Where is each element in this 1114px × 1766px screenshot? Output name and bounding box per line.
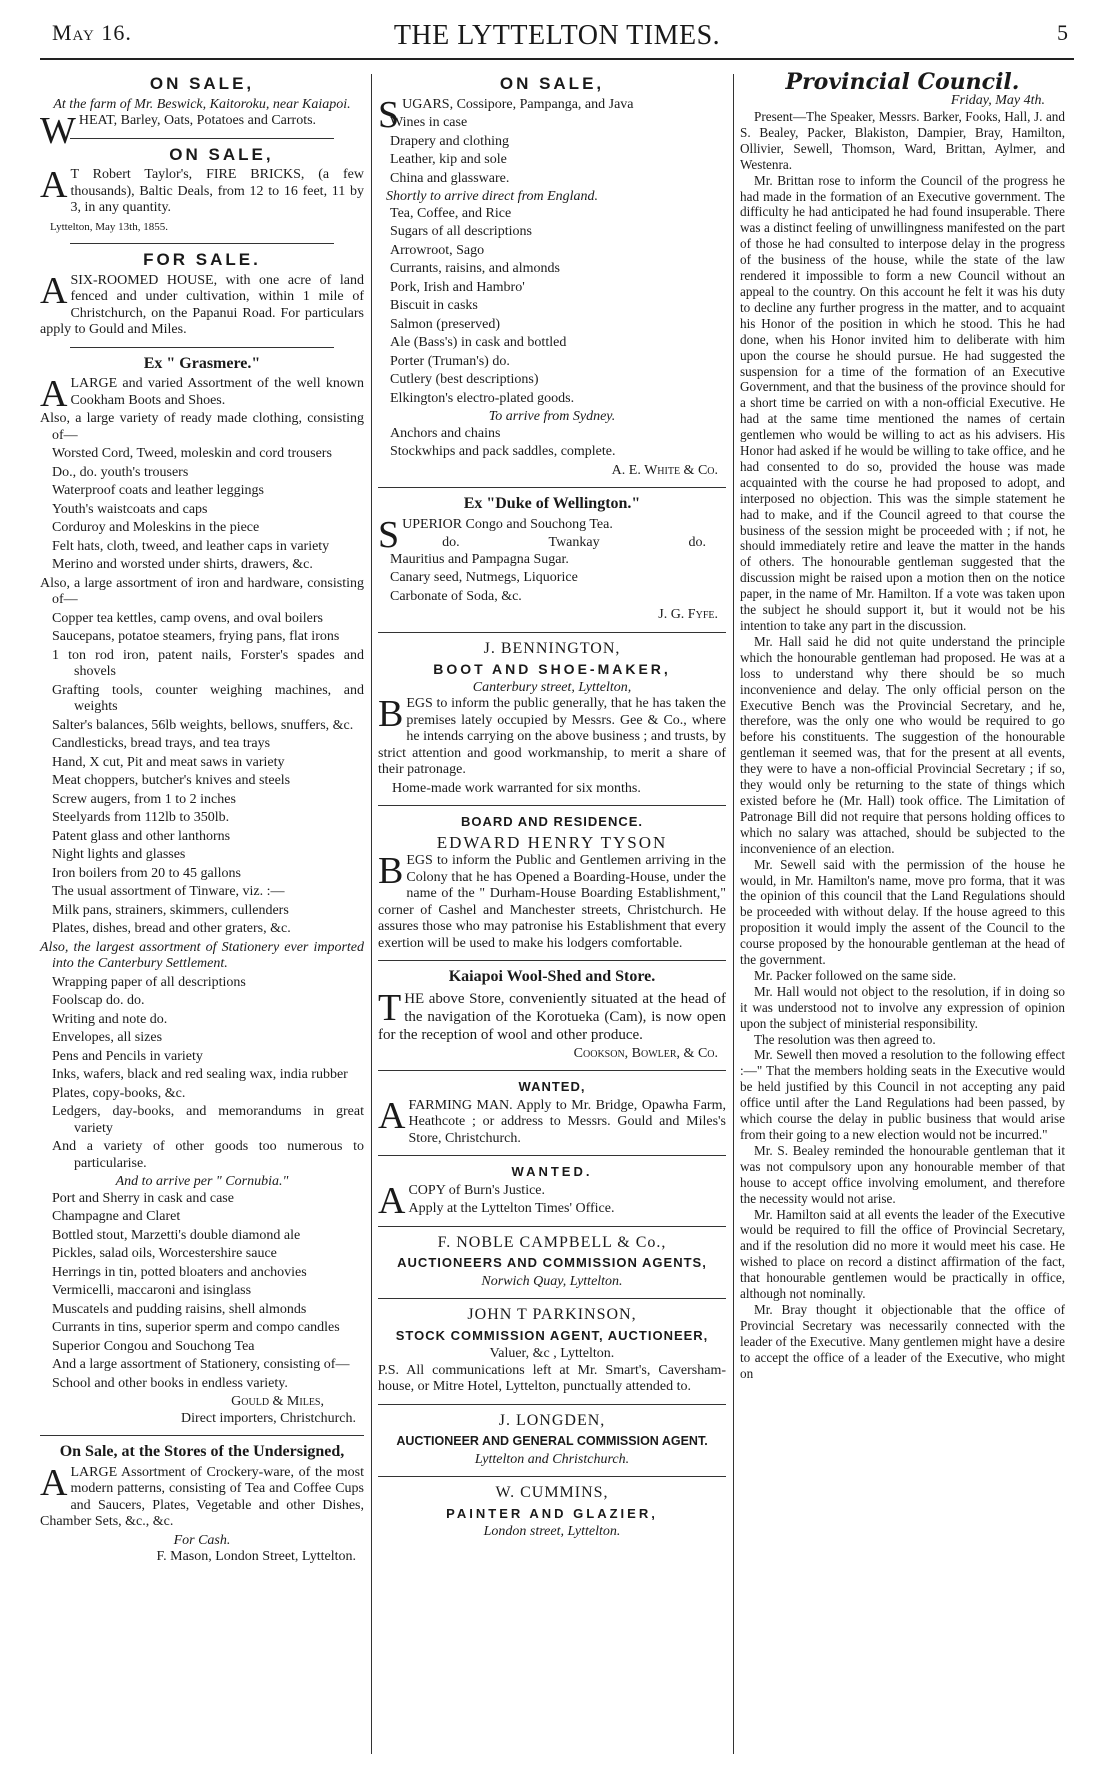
newspaper-title: THE LYTTELTON TIMES. xyxy=(393,20,721,51)
ad-body: BEGS to inform the public generally, that he has taken the premises lately occupied by Messrs. Gee & Co., where he intends carrying on the above business ; and trusts, by strict attention and good workmanship, to merit a share of their patronage. xyxy=(378,693,726,777)
article-paragraph: Mr. Hall said he did not quite understand the principle which the honourable gentleman had proposed. He was at a loss to understand why there should be so much inconvenience and delay. The only official person on the Executive Bench was the Provincial Secretary, and he, therefore, was the only one who would be required to go before his constituents. The suggestion of the honourable gentleman it seemed was, that for the present at all events, they were to have a non-official Provincial Secretary ; if so, they would only be returning to the state of things which existed before he (Mr. Hall) took office. The Limitation of Patronage Bill did not require that persons holding offices to which no salary was attached, should be subjected to the inconvenience of an election. xyxy=(740,633,1065,856)
ad-footer: Lyttelton, May 13th, 1855. xyxy=(50,220,168,233)
ad-line: ACOPY of Burn's Justice. xyxy=(378,1179,546,1222)
ad-also: Also, a large variety of ready made clothing, consisting of— xyxy=(40,411,364,443)
ad-on-sale-fire-bricks xyxy=(40,144,364,236)
ad-signature: A. E. White & Co. xyxy=(611,462,718,478)
list-item: Night lights and glasses xyxy=(52,847,186,862)
list-item: Foolscap do. do. xyxy=(52,993,145,1008)
ad-heading: ON SALE, xyxy=(169,144,274,164)
list-item: Currants, raisins, and almonds xyxy=(390,261,560,276)
list-item: Currants in tins, superior sperm and compo candles xyxy=(52,1320,340,1335)
ad-intro: SUGARS, Cossipore, Pampanga, and Java xyxy=(378,93,634,136)
ad-board-residence xyxy=(378,814,726,952)
separator xyxy=(378,1404,726,1405)
ad-body: THE above Store, conveniently situated at the head of the navigation of the Korotueka (Cam), is now open for the reception of wool and other produce. xyxy=(378,986,726,1043)
list-item: Milk pans, strainers, skimmers, cullenders xyxy=(52,902,289,918)
ad-trade: AUCTIONEERS AND COMMISSION AGENTS, xyxy=(397,1255,707,1270)
list-item: Wines in case xyxy=(390,115,468,130)
ad-signature: F. Mason, London Street, Lyttelton. xyxy=(156,1549,356,1564)
list-sydney-goods xyxy=(378,426,726,461)
list-item: Superior Congou and Souchong Tea xyxy=(52,1338,255,1354)
article-paragraph: Mr. Bray thought it objectionable that the office of Provincial Secretary was necessarily connected with the leader of the Executive. Many gentlemen might have a desire to accept the office of a leader of the Executive, who might on xyxy=(740,1301,1065,1381)
list-item: Waterproof coats and leather leggings xyxy=(52,483,264,498)
list-item: Copper tea kettles, camp ovens, and oval boilers xyxy=(52,610,323,626)
ad-name: J. BENNINGTON, xyxy=(483,639,621,657)
separator xyxy=(378,487,726,488)
ad-heading: WANTED, xyxy=(518,1079,586,1094)
list-item: Elkington's electro-plated goods. xyxy=(390,390,575,406)
list-item: Grafting tools, counter weighing machines, and weights xyxy=(52,682,364,714)
ad-footer: Home-made work warranted for six months. xyxy=(392,780,641,796)
article-body xyxy=(740,109,1065,1382)
list-item: And a variety of other goods too numerous to particularise. xyxy=(52,1139,364,1171)
masthead xyxy=(0,0,1114,56)
ad-address: Canterbury street, Lyttelton, xyxy=(472,679,632,695)
ad-name: JOHN T PARKINSON, xyxy=(467,1306,637,1323)
list-stationery xyxy=(40,975,364,1173)
separator xyxy=(378,805,726,806)
ad-cummins xyxy=(378,1485,726,1541)
list-item: Inks, wafers, black and red sealing wax, india rubber xyxy=(52,1067,348,1082)
ad-name: EDWARD HENRY TYSON xyxy=(436,832,668,852)
list-item: Patent glass and other lanthorns xyxy=(52,828,231,844)
ad-name: W. CUMMINS, xyxy=(495,1484,609,1501)
article-paragraph: Mr. Brittan rose to inform the Council of the progress he had made in the formation of an Executive government. The difficulty he had anticipated he had found insuperable. There was a distinct feeling of unwillingness manifested on the part of those he had consulted to interpose delay in the progress of the business of the house, while the state of the law rendered it impossible to form a new Council without an appeal to the country. On this account he felt it was his duty to decline any further progress in the matter, and to acquaint his Honor of the position in which he stood. This he had done, when his Honor invited him to deliberate with him upon the course he should pursue. He had suggested the suspension for a time of the formation of an Executive Government, and that the business of the province should for a short time be carried on with a non-official Executive. He had at the same time mentioned the names of certain gentlemen who would be willing to act as his advisers. His Honor had asked if he would be willing to take office, and he had consented to do so, provided the house was made acquainted with the course he had proposed to adopt, and interposed no objection. This was the simple statement he had to make, and if the Council agreed to that course the business of the session might be proceeded with ; if not, he should immediately retire and leave the matter in the hands of others. The honourable gentleman suggested that the discussion might be raised upon a motion then on the notice paper, in the name of Mr. Hamilton. If a vote was taken upon the subject he should support it, but it would not be his intention to take any part in the discussion. xyxy=(740,172,1065,633)
list-item: Cutlery (best descriptions) xyxy=(390,372,539,387)
list-item: Carbonate of Soda, &c. xyxy=(390,588,522,604)
ad-terms: For Cash. xyxy=(173,1532,231,1548)
article-paragraph: Mr. Hall would not object to the resolution, if in doing so it was understood not to involve any expression of opinion upon the subject of ministerial responsibility. xyxy=(740,983,1065,1031)
masthead-rule xyxy=(40,58,1074,60)
ad-heading: BOARD AND RESIDENCE. xyxy=(460,814,644,829)
list-clothing xyxy=(40,446,364,574)
ad-longden xyxy=(378,1413,726,1469)
list-item: Iron boilers from 20 to 45 gallons xyxy=(52,865,241,881)
ad-for-sale-house xyxy=(40,252,364,339)
ad-heading: FOR SALE. xyxy=(143,250,261,269)
ad-address: Lyttelton and Christchurch. xyxy=(474,1451,630,1467)
separator xyxy=(40,1435,364,1436)
list-item: Bottled stout, Marzetti's double diamond ale xyxy=(52,1227,301,1243)
ad-signature-line: Direct importers, Christchurch. xyxy=(181,1410,356,1426)
ditto: do. xyxy=(688,535,706,550)
list-item: Herrings in tin, potted bloaters and anchovies xyxy=(52,1264,307,1280)
ad-crockery xyxy=(40,1444,364,1566)
ad-parkinson xyxy=(378,1307,726,1396)
column-2 xyxy=(378,74,726,1541)
list-item: Drapery and clothing xyxy=(390,133,509,149)
list-item: Wrapping paper of all descriptions xyxy=(52,974,246,990)
list-item: Port and Sherry in cask and case xyxy=(52,1190,234,1206)
list-item: Mauritius and Pampagna Sugar. xyxy=(390,551,569,567)
list-england-goods xyxy=(378,206,726,408)
list-item: Youth's waistcoats and caps xyxy=(52,501,208,517)
article-paragraph: Mr. Hamilton said at all events the leader of the Executive would be required to fill the office of Provincial Secretary, and if the resolution did no more it would meet his case. He wished to place on record a distinct affirmation of the fact, that honourable gentlemen would be practically in office, although not nominally. xyxy=(740,1206,1065,1302)
ad-signature: Cookson, Bowler, & Co. xyxy=(573,1045,718,1061)
list-item: Arrowroot, Sago xyxy=(390,242,485,258)
ad-trade: BOOT AND SHOE-MAKER, xyxy=(433,661,671,677)
ad-intro: ALARGE and varied Assortment of the well known Cookham Boots and Shoes. xyxy=(40,373,364,415)
ad-on-sale-beswick xyxy=(40,74,364,152)
ad-line: Valuer, &c , Lyttelton. xyxy=(489,1346,615,1361)
list-item: Vermicelli, maccaroni and isinglass xyxy=(52,1283,252,1298)
ad-address: Norwich Quay, Lyttelton. xyxy=(481,1273,623,1289)
list-item: And a large assortment of Stationery, consisting of— xyxy=(52,1357,350,1372)
list-item: Plates, copy-books, &c. xyxy=(52,1085,186,1101)
ad-trade: STOCK COMMISSION AGENT, AUCTIONEER, xyxy=(395,1327,709,1343)
ad-also: Also, a large assortment of iron and hardware, consisting of— xyxy=(40,575,364,607)
list-provisions xyxy=(40,1191,364,1393)
ad-body: AT Robert Taylor's, FIRE BRICKS, (a few thousands), Baltic Deals, from 12 to 16 feet, 11 by 3, in any quantity. xyxy=(40,164,364,215)
list-item: Screw augers, from 1 to 2 inches xyxy=(52,791,236,807)
ad-line: SUPERIOR Congo and Souchong Tea. xyxy=(378,513,613,556)
ad-wanted-burns-justice xyxy=(378,1164,726,1222)
article-paragraph: The resolution was then agreed to. xyxy=(754,1031,936,1047)
list-goods xyxy=(378,115,726,187)
twankay: Twankay xyxy=(548,535,600,550)
ad-bennington xyxy=(378,641,726,798)
article-paragraph: Mr. Packer followed on the same side. xyxy=(754,967,957,983)
list-item: Do., do. youth's trousers xyxy=(52,464,189,480)
list-item: Hand, X cut, Pit and meat saws in variety xyxy=(52,754,285,770)
list-item: Meat choppers, butcher's knives and steels xyxy=(52,773,291,788)
list-item: Merino and worsted under shirts, drawers, &c. xyxy=(52,557,313,572)
ad-body: ASIX-ROOMED HOUSE, with one acre of land fenced and under cultivation, within 1 mile of Christchurch, on the Papanui Road. For particulars apply to Gould and Miles. xyxy=(40,269,364,337)
list-item: Worsted Cord, Tweed, moleskin and cord trousers xyxy=(52,446,332,461)
ad-arrive-note: And to arrive per " Cornubia." xyxy=(115,1174,289,1189)
separator xyxy=(70,138,334,139)
ad-heading: On Sale, at the Stores of the Undersigned, xyxy=(59,1443,345,1460)
ad-body: ALARGE Assortment of Crockery-ware, of the most modern patterns, consisting of Tea and Coffee Cups and Saucers, Plates, Vegetable and other Dishes, Chamber Sets, &c., &c. xyxy=(40,1461,364,1529)
list-goods xyxy=(378,552,726,606)
ad-stationery-note: Also, the largest assortment of Stationery ever imported into the Canterbury Settlement. xyxy=(40,939,364,971)
separator xyxy=(378,1070,726,1071)
list-item: Pork, Irish and Hambro' xyxy=(390,279,525,295)
ad-twankay-row xyxy=(402,535,726,552)
ad-heading: ON SALE, xyxy=(499,74,605,93)
ad-trade: PAINTER AND GLAZIER, xyxy=(446,1505,658,1521)
page-number: 5 xyxy=(1057,20,1068,45)
list-item: Biscuit in casks xyxy=(390,298,478,313)
list-item: Pens and Pencils in variety xyxy=(52,1048,203,1064)
ad-address: London street, Lyttelton. xyxy=(483,1524,621,1539)
separator xyxy=(378,1155,726,1156)
list-item: China and glassware. xyxy=(390,170,510,186)
list-item: Salmon (preserved) xyxy=(390,316,501,332)
ad-line: Apply at the Lyttelton Times' Office. xyxy=(408,1201,615,1216)
list-item: Envelopes, all sizes xyxy=(52,1030,163,1045)
article-paragraph: Mr. Sewell said with the permission of the house he would, in Mr. Hamilton's name, move pro forma, that it was the opinion of this council that the Land Regulations should be proceeded with without delay. If the house agreed to this proposition it would imply the assent of the Council to the course proposed by the honourable gentleman at the head of the government. xyxy=(740,856,1065,968)
ad-name: J. LONGDEN, xyxy=(498,1411,606,1429)
list-item: Steelyards from 112lb to 350lb. xyxy=(52,810,230,825)
ad-body: AFARMING MAN. Apply to Mr. Bridge, Opawha Farm, Heathcote ; or address to Messrs. Gould and Miles's Store, Christchurch. xyxy=(378,1094,726,1146)
issue-date: May 16. xyxy=(52,20,132,45)
list-item: Tea, Coffee, and Rice xyxy=(390,205,512,221)
ad-postscript: P.S. All communications left at Mr. Smart's, Caversham-house, or Mitre Hotel, Lyttelton, punctually attended to. xyxy=(378,1362,726,1394)
list-item: Champagne and Claret xyxy=(52,1209,181,1224)
list-item: Plates, dishes, bread and other graters, &c. xyxy=(52,921,291,936)
ad-body: BEGS to inform the Public and Gentlemen arriving in the Colony that he has Opened a Boarding-House, under the name of the " Durham-House Boarding Establishment," corner of Cashel and Manchester streets, Christchurch. He assures those who may patronise his Establishment that every exertion will be used to make his lodgers comfortable. xyxy=(378,850,726,951)
ad-signature: J. G. Fyfe. xyxy=(658,607,718,622)
list-item: Corduroy and Moleskins in the piece xyxy=(52,520,260,535)
ad-noble-campbell xyxy=(378,1235,726,1291)
separator xyxy=(378,1476,726,1477)
separator xyxy=(70,243,334,244)
ad-heading: Ex "Duke of Wellington." xyxy=(463,495,641,512)
list-item: Felt hats, cloth, tweed, and leather caps in variety xyxy=(52,538,330,554)
ad-on-sale-sugars xyxy=(378,76,726,479)
ad-shortly-note: Shortly to arrive direct from England. xyxy=(386,189,599,204)
list-item: Muscatels and pudding raisins, shell almonds xyxy=(52,1301,307,1317)
column-3 xyxy=(740,69,1065,1382)
ad-wanted-farming-man xyxy=(378,1079,726,1147)
list-item: Stockwhips and pack saddles, complete. xyxy=(390,444,616,459)
list-item: Pickles, salad oils, Worcestershire sauce xyxy=(52,1246,277,1261)
list-item: The usual assortment of Tinware, viz. :— xyxy=(52,884,285,899)
article-paragraph: Mr. S. Bealey reminded the honourable gentleman that it was not compulsory upon any honourable member of that house to accept office involving emolument, and therefore the necessity would not arise. xyxy=(740,1142,1065,1206)
separator xyxy=(378,1226,726,1227)
list-item: Anchors and chains xyxy=(390,425,501,441)
article-paragraph: Mr. Sewell then moved a resolution to the following effect :—" That the members holding seats in the Executive would be held justified by this Council in not accepting any paid office until after the Land Regulations had been passed, by which course the delay in public business that would arise from their going to a new election would not be incurred." xyxy=(740,1047,1065,1142)
list-item: Ledgers, day-books, and memorandums in great variety xyxy=(52,1104,364,1136)
list-item: School and other books in endless variety. xyxy=(52,1375,288,1391)
list-item: Ale (Bass's) in cask and bottled xyxy=(390,335,567,350)
ad-duke-of-wellington xyxy=(378,496,726,624)
separator xyxy=(378,1298,726,1299)
list-item: Candlesticks, bread trays, and tea trays xyxy=(52,736,271,751)
column-divider-2 xyxy=(733,74,734,1754)
ad-body: WHEAT, Barley, Oats, Potatoes and Carrots. xyxy=(40,110,317,152)
list-item: Writing and note do. xyxy=(52,1011,168,1027)
ad-heading: Kaiapoi Wool-Shed and Store. xyxy=(448,968,656,985)
column-divider-1 xyxy=(371,74,372,1754)
ditto: do. xyxy=(442,535,460,550)
list-item: 1 ton rod iron, patent nails, Forster's spades and shovels xyxy=(52,647,364,679)
separator xyxy=(70,347,334,348)
ad-name: F. NOBLE CAMPBELL & Co., xyxy=(437,1233,667,1251)
ad-ex-grasmere xyxy=(40,356,364,1428)
ad-heading: WANTED. xyxy=(511,1164,593,1179)
list-item: Canary seed, Nutmegs, Liquorice xyxy=(390,570,578,585)
article-paragraph: Present—The Speaker, Messrs. Barker, Fooks, Hall, J. and S. Bealey, Packer, Blakiston, Dampier, Bray, Hamilton, Ollivier, Sewell, Thomson, Ward, Brittan, Aylmer, and Westenra. xyxy=(740,109,1065,172)
ad-subheading: At the farm of Mr. Beswick, Kaitoroku, near Kaiapoi. xyxy=(53,96,351,112)
ad-signature: Gould & Miles, xyxy=(231,1394,324,1409)
list-item: Sugars of all descriptions xyxy=(390,224,532,239)
list-item: Porter (Truman's) do. xyxy=(390,353,510,369)
article-heading: Provincial Council. xyxy=(785,69,1020,95)
ad-sydney-note: To arrive from Sydney. xyxy=(488,409,616,424)
separator xyxy=(378,960,726,961)
separator xyxy=(378,632,726,633)
list-hardware xyxy=(40,611,364,938)
list-item: Salter's balances, 56lb weights, bellows, snuffers, &c. xyxy=(52,717,354,733)
list-item: Leather, kip and sole xyxy=(390,152,507,167)
column-1 xyxy=(40,74,364,1566)
ad-heading: Ex " Grasmere." xyxy=(143,354,261,372)
article-date: Friday, May 4th. xyxy=(950,92,1045,108)
ad-heading: ON SALE, xyxy=(149,74,255,93)
list-item: Saucepans, potatoe steamers, frying pans, flat irons xyxy=(52,629,340,644)
ad-trade: AUCTIONEER AND GENERAL COMMISSION AGENT. xyxy=(396,1434,708,1448)
ad-kaiapoi-wool-shed xyxy=(378,969,726,1062)
